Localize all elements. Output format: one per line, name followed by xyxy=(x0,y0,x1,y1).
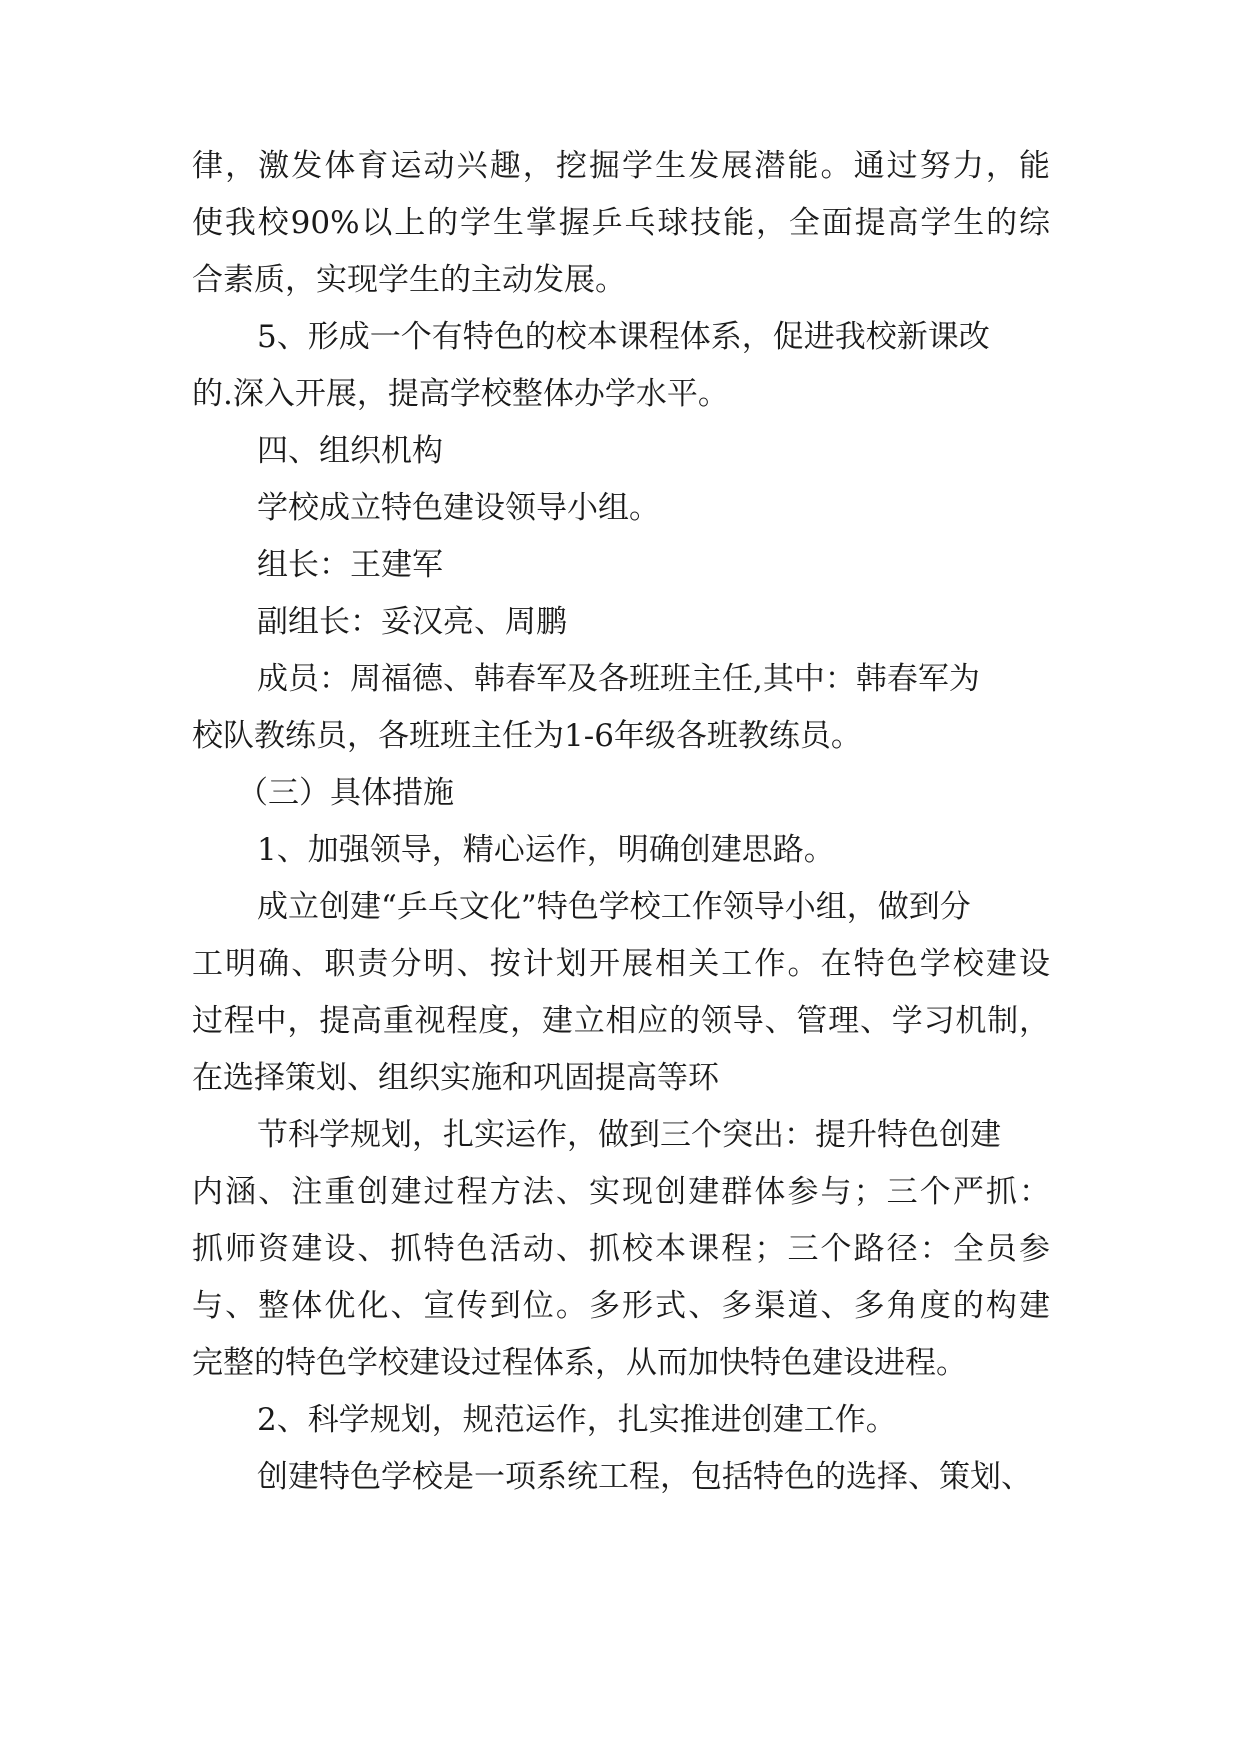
text-line-2: 使我校90%以上的学生掌握乒乓球技能，全面提高学生的综 xyxy=(192,205,1050,241)
text-line-16: 过程中，提高重视程度，建立相应的领导、管理、学习机制， xyxy=(192,1003,1050,1039)
text-line-11: 校队教练员，各班班主任为1-6年级各班教练员。 xyxy=(192,718,862,754)
text-line-14: 成立创建“乒乓文化”特色学校工作领导小组，做到分 xyxy=(257,889,971,925)
text-line-7: 学校成立特色建设领导小组。 xyxy=(257,490,660,526)
text-line-20: 抓师资建设、抓特色活动、抓校本课程；三个路径：全员参 xyxy=(192,1231,1050,1267)
text-line-8: 组长：王建军 xyxy=(257,547,443,583)
text-line-23: 2、科学规划，规范运作，扎实推进创建工作。 xyxy=(257,1402,897,1438)
text-line-4: 5、形成一个有特色的校本课程体系，促进我校新课改 xyxy=(257,319,990,355)
text-line-3: 合素质，实现学生的主动发展。 xyxy=(192,262,626,298)
text-line-5: 的.深入开展，提高学校整体办学水平。 xyxy=(192,376,729,412)
text-line-17: 在选择策划、组织实施和巩固提高等环 xyxy=(192,1060,719,1096)
text-line-19: 内涵、注重创建过程方法、实现创建群体参与；三个严抓： xyxy=(192,1174,1050,1210)
text-line-13: 1、加强领导，精心运作，明确创建思路。 xyxy=(257,832,835,868)
text-line-10: 成员：周福德、韩春军及各班班主任,其中：韩春军为 xyxy=(257,661,980,697)
text-line-24: 创建特色学校是一项系统工程，包括特色的选择、策划、 xyxy=(257,1459,1032,1495)
section-heading-measures: （三）具体措施 xyxy=(237,775,454,811)
section-heading-organization: 四、组织机构 xyxy=(257,433,443,469)
text-line-21: 与、整体优化、宣传到位。多形式、多渠道、多角度的构建 xyxy=(192,1288,1050,1324)
text-line-22: 完整的特色学校建设过程体系，从而加快特色建设进程。 xyxy=(192,1345,967,1381)
text-line-18: 节科学规划，扎实运作，做到三个突出：提升特色创建 xyxy=(257,1117,1001,1153)
text-line-1: 律，激发体育运动兴趣，挖掘学生发展潜能。通过努力，能 xyxy=(192,148,1050,184)
text-line-9: 副组长：妥汉亮、周鹏 xyxy=(257,604,567,640)
text-line-15: 工明确、职责分明、按计划开展相关工作。在特色学校建设 xyxy=(192,946,1050,982)
